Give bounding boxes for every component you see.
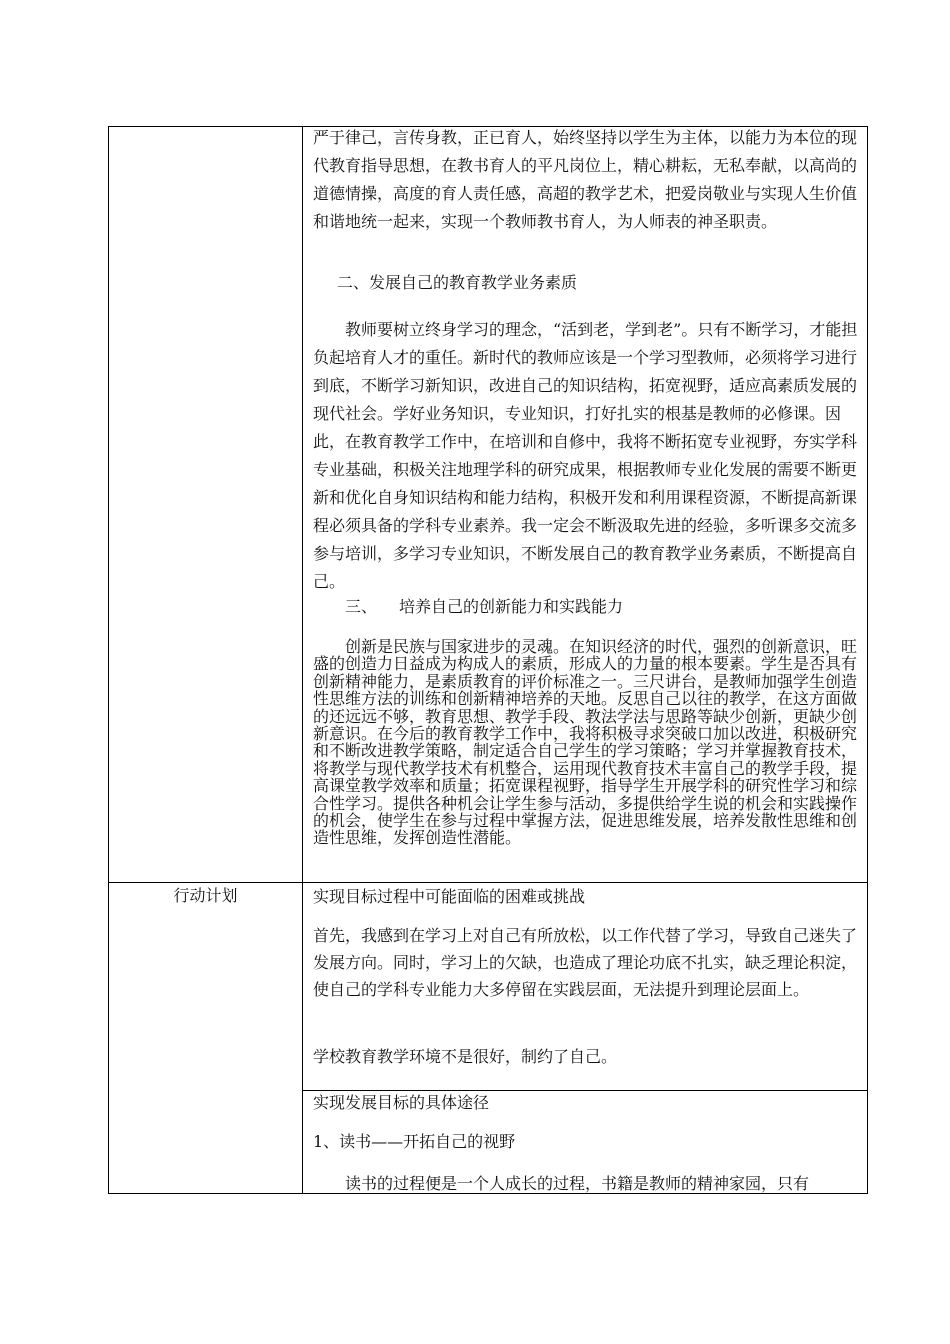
heading-2: 二、发展自己的教育教学业务素质	[337, 273, 578, 292]
plan-table	[108, 126, 868, 1194]
cell-divider	[303, 1090, 867, 1091]
challenges-heading: 实现目标过程中可能面临的困难或挑战	[313, 887, 586, 906]
row-divider	[109, 882, 867, 883]
challenges-paragraph-1: 首先，我感到在学习上对自己有所放松，以工作代替了学习，导致自己迷失了发展方向。同时，学习上的欠缺，也造成了理论功底不扎实，缺乏理论积淀，使自己的学科专业能力大多停留在实践层面，无法提升到理论层面上。	[313, 926, 858, 999]
column-divider	[302, 127, 303, 1193]
pathways-paragraph-1: 读书的过程便是一个人成长的过程，书籍是教师的精神家园，只有	[345, 1174, 810, 1193]
heading-3	[313, 593, 861, 621]
paragraph-2: 教师要树立终身学习的理念，“活到老，学到老”。只有不断学习，才能担负起培育人才的重任。新时代的教师应该是一个学习型教师，必须将学习进行到底，不断学习新知识，改进自己的知识结构，拓宽视野，适应高素质发展的现代社会。学好业务知识，专业知识，打好扎实的根基是教师的必修课。因此，在教育教学工作中，在培训和自修中，我将不断拓宽专业视野，夯实学科专业基础，积极关注地理学科的研究成果，根据教师专业化发展的需要不断更新和优化自身知识结构和能力结构，积极开发和利用课程资源，不断提高新课程必须具备的学科专业素养。我一定会不断汲取先进的经验，多听课多交流多参与培训，多学习专业知识，不断发展自己的教育教学业务素质，不断提高自己。	[313, 320, 858, 591]
heading-3-text: 培养自己的创新能力和实践能力	[399, 597, 624, 616]
heading-3-number: 三、	[345, 597, 378, 616]
paragraph-3: 创新是民族与国家进步的灵魂。在知识经济的时代，强烈的创新意识，旺盛的创造力日益成为构成人的素质，形成人的力量的根本要素。学生是否具有创新精神能力，是素质教育的评价标准之一。三尺讲台，是教师加强学生创造性思维方法的训练和创新精神培养的天地。反思自己以往的教学，在这方面做的还远远不够，教育思想、教学手段、教法学法与思路等缺少创新，更缺少创新意识。在今后的教育教学工作中，我将积极寻求突破口加以改进，积极研究和不断改进教学策略，制定适合自己学生的学习策略；学习并掌握教育技术，将教学与现代教学技术有机整合，运用现代教育技术丰富自己的教学手段，提高课堂教学效率和质量；拓宽课程视野，指导学生开展学科的研究性学习和综合性学习。提供各种机会让学生参与活动，多提供给学生说的机会和实践操作的机会，使学生在参与过程中掌握方法，促进思维发展，培养发散性思维和创造性思维，发挥创造性潜能。	[313, 637, 858, 848]
pathways-heading: 实现发展目标的具体途径	[313, 1093, 490, 1112]
row-label: 行动计划	[173, 886, 238, 905]
paragraph-intro: 严于律己，言传身教，正已育人，始终坚持以学生为主体，以能力为本位的现代教育指导思想，在教书育人的平凡岗位上，精心耕耘，无私奉献，以高尚的道德情操，高度的育人责任感，高超的教学艺术，把爱岗敬业与实现人生价值和谐地统一起来，实现一个教师教书育人，为人师表的神圣职责。	[313, 128, 858, 231]
challenges-paragraph-2: 学校教育教学环境不是很好，制约了自己。	[313, 1047, 618, 1066]
pathways-item-1: 1、读书——开拓自己的视野	[313, 1132, 516, 1151]
